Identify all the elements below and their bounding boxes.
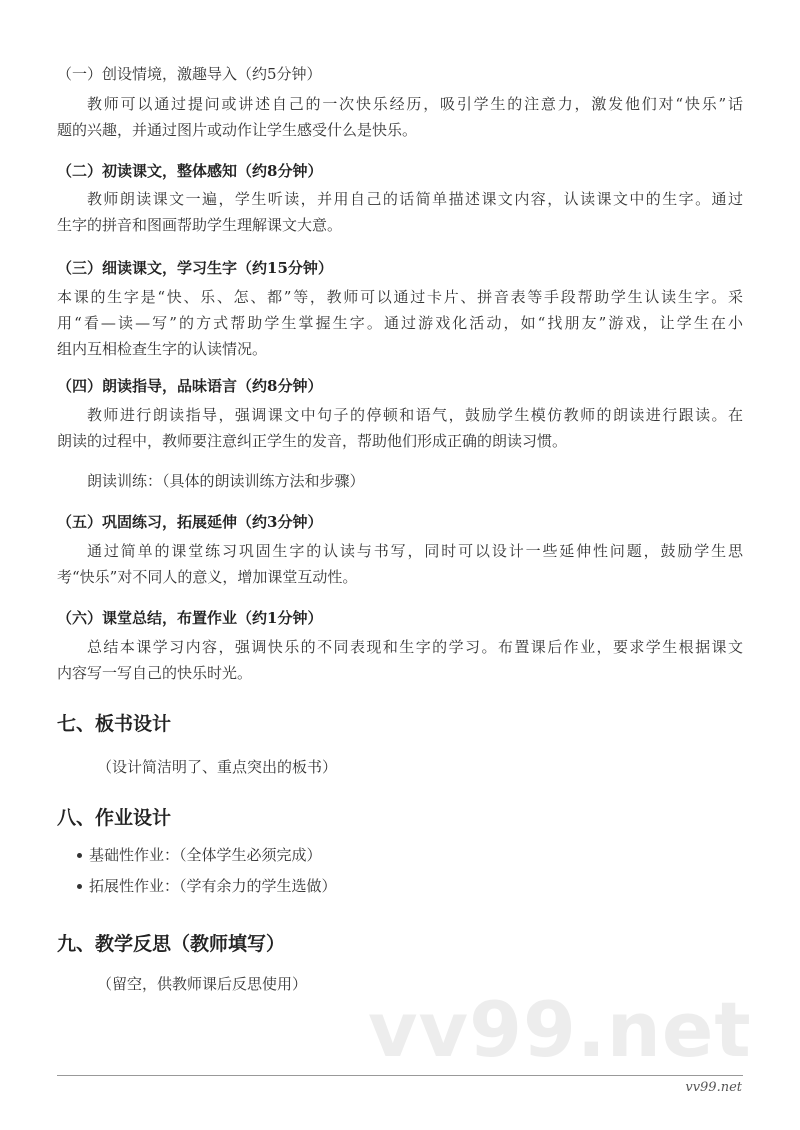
paragraph-line: 生字的拼音和图画帮助学生理解课文大意。 — [57, 216, 343, 234]
board-design-section — [57, 709, 743, 780]
section-heading: （三）细读课文，学习生字（约15分钟） — [57, 259, 333, 277]
section-heading: （六）课堂总结，布置作业（约1分钟） — [57, 609, 323, 627]
section-heading: （四）朗读指导，品味语言（约8分钟） — [57, 377, 323, 395]
homework-item: 拓展性作业：（学有余力的学生选做） — [57, 873, 743, 899]
paragraph-line: 总结本课学习内容，强调快乐的不同表现和生字的学习。布置课后作业，要求学生根据课文 — [87, 638, 743, 656]
section-heading: （二）初读课文，整体感知（约8分钟） — [57, 162, 323, 180]
section-6 — [57, 605, 743, 686]
section-4 — [57, 373, 743, 494]
paragraph-line: 朗读的过程中，教师要注意纠正学生的发音，帮助他们形成正确的朗读习惯。 — [57, 432, 568, 450]
paragraph-line: 题的兴趣，并通过图片或动作让学生感受什么是快乐。 — [57, 121, 418, 139]
footer-divider — [57, 1075, 743, 1076]
bullet-icon — [77, 853, 82, 858]
section-3 — [57, 255, 743, 362]
paragraph-line: 教师朗读课文一遍，学生听读，并用自己的话简单描述课文内容，认读课文中的生字。通过 — [87, 190, 743, 208]
section-1 — [57, 61, 743, 143]
reflection-note: （留空，供教师课后反思使用） — [97, 975, 308, 993]
paragraph-line: 内容写一写自己的快乐时光。 — [57, 664, 253, 682]
paragraph-line: 组内互相检查生字的认读情况。 — [57, 340, 268, 358]
homework-item: 基础性作业：（全体学生必须完成） — [57, 842, 743, 868]
board-design-note: （设计简洁明了、重点突出的板书） — [97, 758, 338, 776]
section-heading: （一）创设情境，激趣导入（约5分钟） — [57, 65, 322, 83]
section-5 — [57, 509, 743, 590]
paragraph-line: 通过简单的课堂练习巩固生字的认读与书写，同时可以设计一些延伸性问题，鼓励学生思 — [87, 542, 743, 560]
reflection-heading: 九、教学反思（教师填写） — [57, 933, 286, 955]
paragraph-line: 教师进行朗读指导，强调课文中句子的停顿和语气，鼓励学生模仿教师的朗读进行跟读。在 — [87, 406, 743, 424]
paragraph-line: 教师可以通过提问或讲述自己的一次快乐经历，吸引学生的注意力，激发他们对“快乐”话 — [87, 95, 743, 113]
section-2 — [57, 158, 743, 238]
paragraph-line: 本课的生字是“快、乐、怎、都”等，教师可以通过卡片、拼音表等手段帮助学生认读生字。采 — [57, 288, 743, 306]
reading-training-note: 朗读训练：（具体的朗读训练方法和步骤） — [87, 472, 365, 490]
footer-site: vv99.net — [685, 1080, 742, 1095]
board-design-heading: 七、板书设计 — [57, 713, 172, 735]
homework-heading: 八、作业设计 — [57, 807, 172, 829]
paragraph-line: 考“快乐”对不同人的意义，增加课堂互动性。 — [57, 568, 358, 586]
homework-section — [57, 803, 743, 899]
section-heading: （五）巩固练习，拓展延伸（约3分钟） — [57, 513, 323, 531]
watermark: vv99.net — [368, 985, 752, 1074]
paragraph-line: 用“看—读—写”的方式帮助学生掌握生字。通过游戏化活动，如“找朋友”游戏，让学生在小 — [57, 314, 743, 332]
bullet-icon — [77, 884, 82, 889]
